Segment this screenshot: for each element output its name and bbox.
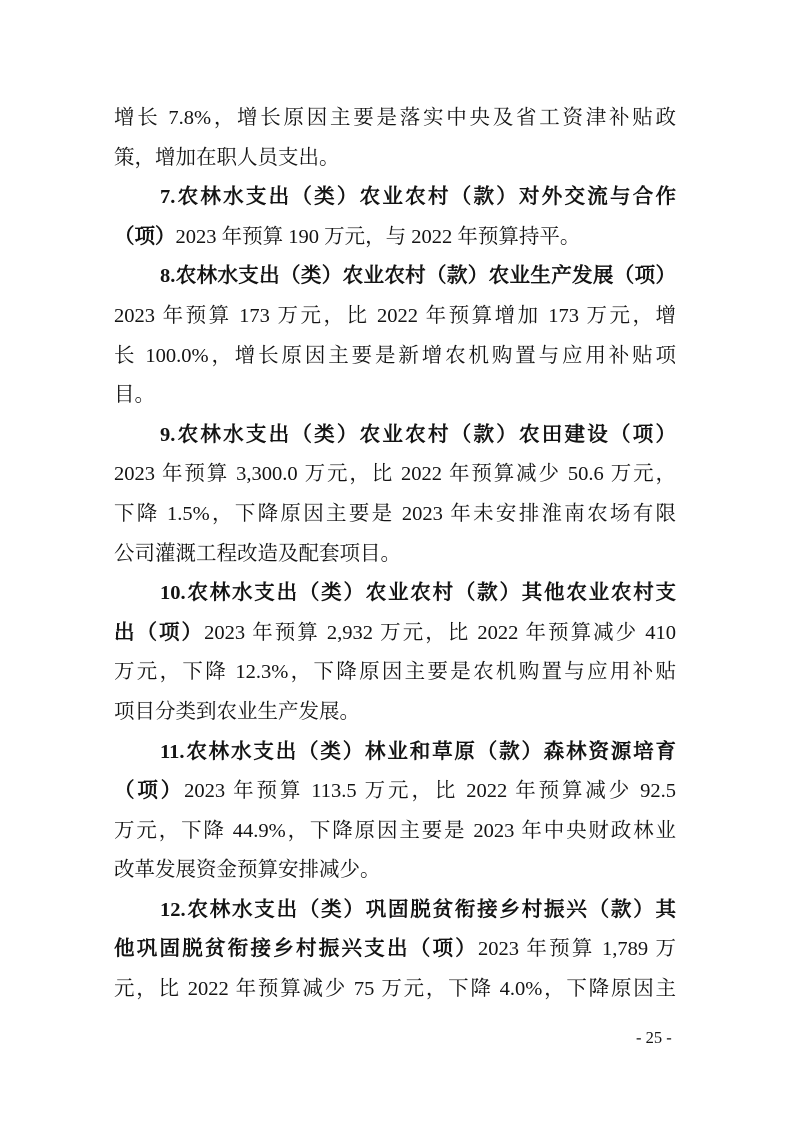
text-line	[114, 416, 676, 456]
text-line	[114, 614, 676, 654]
page-number: - 25 -	[636, 1028, 672, 1047]
text-line	[114, 693, 676, 733]
text-line	[114, 297, 676, 337]
text-run: 元，比 2022 年预算减少 75 万元，下降 4.0%，下降原因主	[114, 978, 676, 1001]
heading-run: 他巩固脱贫衔接乡村振兴支出（项）	[114, 938, 478, 961]
text-run: 2023 年预算 1,789 万	[478, 938, 676, 961]
text-line	[114, 218, 676, 258]
text-line	[114, 257, 676, 297]
text-line	[114, 970, 676, 1010]
heading-run: 9.农林水支出（类）农业农村（款）农田建设（项）	[160, 423, 676, 446]
text-run: 增长 7.8%，增长原因主要是落实中央及省工资津补贴政	[114, 107, 676, 129]
heading-run: 10.农林水支出（类）农业农村（款）其他农业农村支	[160, 582, 676, 605]
paragraph-item-10	[114, 574, 676, 732]
paragraph-item-7	[114, 178, 676, 257]
text-line	[114, 851, 676, 891]
text-run: 公司灌溉工程改造及配套项目。	[114, 542, 401, 565]
text-line	[114, 574, 676, 614]
text-run: 2023 年预算 3,300.0 万元，比 2022 年预算减少 50.6 万元，	[114, 463, 676, 486]
heading-run: （项）	[114, 225, 176, 248]
paragraph-item-12	[114, 891, 676, 1010]
text-line	[114, 376, 676, 416]
text-line	[114, 812, 676, 852]
text-line	[114, 733, 676, 773]
text-run: 策，增加在职人员支出。	[114, 146, 340, 169]
text-line	[114, 772, 676, 812]
text-run: 2023 年预算 2,932 万元，比 2022 年预算减少 410	[204, 621, 676, 644]
paragraph-item-9	[114, 416, 676, 574]
heading-run: 8.农林水支出（类）农业农村（款）农业生产发展（项）	[160, 265, 676, 288]
text-run: 目。	[114, 384, 155, 407]
heading-run: 11.农林水支出（类）林业和草原（款）森林资源培育	[160, 740, 676, 763]
paragraph-continuation	[114, 99, 676, 178]
text-block	[114, 99, 676, 1010]
text-line	[114, 139, 676, 179]
text-run: 2023 年预算 190 万元，与 2022 年预算持平。	[175, 225, 581, 248]
text-line	[114, 653, 676, 693]
paragraph-item-8	[114, 257, 676, 415]
heading-run: 出（项）	[114, 621, 205, 644]
heading-run: （项）	[114, 780, 185, 803]
text-run: 2023 年预算 173 万元，比 2022 年预算增加 173 万元，增	[114, 304, 676, 327]
paragraph-item-11	[114, 733, 676, 891]
text-run: 长 100.0%，增长原因主要是新增农机购置与应用补贴项	[114, 344, 676, 367]
text-line	[114, 178, 676, 218]
text-line	[114, 337, 676, 377]
text-run: 改革发展资金预算安排减少。	[114, 859, 381, 882]
text-run: 2023 年预算 113.5 万元，比 2022 年预算减少 92.5	[184, 780, 676, 803]
text-line	[114, 930, 676, 970]
heading-run: 7.农林水支出（类）农业农村（款）对外交流与合作	[160, 186, 676, 209]
text-run: 下降 1.5%，下降原因主要是 2023 年未安排淮南农场有限	[114, 502, 676, 525]
text-line	[114, 535, 676, 575]
text-run: 万元，下降 12.3%，下降原因主要是农机购置与应用补贴	[114, 661, 676, 684]
text-line	[114, 455, 676, 495]
text-line	[114, 891, 676, 931]
text-line	[114, 495, 676, 535]
text-run: 项目分类到农业生产发展。	[114, 700, 360, 723]
text-run: 万元，下降 44.9%，下降原因主要是 2023 年中央财政林业	[114, 819, 676, 842]
text-line	[114, 99, 676, 139]
heading-run: 12.农林水支出（类）巩固脱贫衔接乡村振兴（款）其	[160, 898, 676, 921]
